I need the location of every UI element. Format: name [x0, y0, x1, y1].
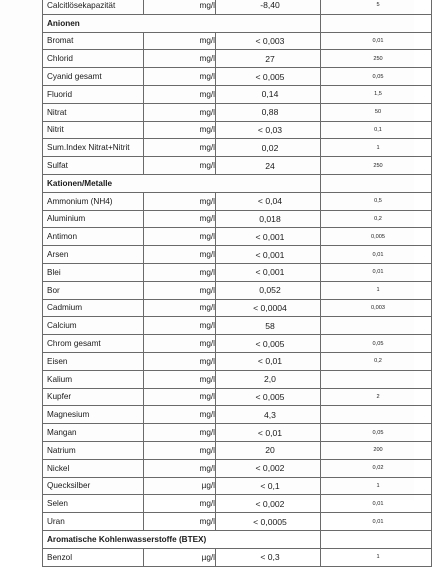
section-title: Aromatische Kohlenwasserstoffe (BTEX) [43, 530, 321, 548]
unit-cell: mg/l [144, 388, 216, 406]
value-cell: 24 [216, 157, 321, 175]
limit-cell: 1 [321, 139, 432, 157]
unit-cell: µg/l [144, 548, 216, 566]
parameter-cell: Sulfat [43, 157, 144, 175]
unit-cell: mg/l [144, 370, 216, 388]
value-cell: 0,052 [216, 281, 321, 299]
unit-cell: mg/l [144, 352, 216, 370]
table-row [43, 352, 432, 370]
section-header-row [43, 530, 432, 548]
parameter-cell: Nickel [43, 459, 144, 477]
table-row [43, 459, 432, 477]
value-cell: < 0,003 [216, 32, 321, 50]
value-cell: < 0,04 [216, 192, 321, 210]
parameter-cell: Eisen [43, 352, 144, 370]
limit-cell: 2 [321, 388, 432, 406]
unit-cell: mg/l [144, 68, 216, 86]
table-row [43, 68, 432, 86]
limit-cell: 0,1 [321, 121, 432, 139]
parameter-cell: Nitrat [43, 103, 144, 121]
value-cell: 0,02 [216, 139, 321, 157]
limit-cell: 250 [321, 50, 432, 68]
unit-cell: mg/l [144, 121, 216, 139]
parameter-cell: Antimon [43, 228, 144, 246]
parameter-cell: Bor [43, 281, 144, 299]
value-cell: < 0,002 [216, 459, 321, 477]
limit-cell: 5 [321, 0, 432, 14]
table-row [43, 317, 432, 335]
value-cell: < 0,0005 [216, 513, 321, 531]
section-title: Kationen/Metalle [43, 174, 321, 192]
unit-cell: mg/l [144, 139, 216, 157]
value-cell: < 0,005 [216, 68, 321, 86]
section-blank-cell [321, 174, 432, 192]
limit-cell: 0,005 [321, 228, 432, 246]
parameter-cell: Quecksilber [43, 477, 144, 495]
value-cell: < 0,001 [216, 263, 321, 281]
limit-cell: 1 [321, 548, 432, 566]
table-row [43, 406, 432, 424]
unit-cell: mg/l [144, 157, 216, 175]
parameter-cell: Cadmium [43, 299, 144, 317]
table-row [43, 192, 432, 210]
unit-cell: mg/l [144, 228, 216, 246]
parameter-cell: Fluorid [43, 85, 144, 103]
parameter-cell: Nitrit [43, 121, 144, 139]
unit-cell: mg/l [144, 0, 216, 14]
parameter-cell: Kalium [43, 370, 144, 388]
parameter-cell: Benzol [43, 548, 144, 566]
section-blank-cell [321, 530, 432, 548]
unit-cell: mg/l [144, 424, 216, 442]
value-cell: < 0,001 [216, 246, 321, 264]
table-row [43, 388, 432, 406]
limit-cell: 0,2 [321, 210, 432, 228]
parameter-cell: Blei [43, 263, 144, 281]
value-cell: < 0,005 [216, 388, 321, 406]
limit-cell: 50 [321, 103, 432, 121]
unit-cell: mg/l [144, 246, 216, 264]
limit-cell: 1 [321, 281, 432, 299]
table-row [43, 513, 432, 531]
limit-cell: 0,2 [321, 352, 432, 370]
parameter-cell: Sum.Index Nitrat+Nitrit [43, 139, 144, 157]
section-title: Anionen [43, 14, 321, 32]
limit-cell: 1 [321, 477, 432, 495]
table-row [43, 335, 432, 353]
limit-cell: 0,05 [321, 68, 432, 86]
value-cell: 0,14 [216, 85, 321, 103]
value-cell: 0,018 [216, 210, 321, 228]
table-row [43, 441, 432, 459]
parameter-cell: Mangan [43, 424, 144, 442]
unit-cell: mg/l [144, 32, 216, 50]
table-row [43, 424, 432, 442]
parameter-cell: Aluminium [43, 210, 144, 228]
parameter-cell: Chrom gesamt [43, 335, 144, 353]
section-header-row [43, 174, 432, 192]
limit-cell: 0,05 [321, 335, 432, 353]
unit-cell: mg/l [144, 299, 216, 317]
parameter-cell: Uran [43, 513, 144, 531]
parameter-cell: Ammonium (NH4) [43, 192, 144, 210]
table-row [43, 103, 432, 121]
table-row [43, 246, 432, 264]
table-row [43, 0, 432, 14]
parameter-cell: Chlorid [43, 50, 144, 68]
value-cell: 4,3 [216, 406, 321, 424]
limit-cell: 0,003 [321, 299, 432, 317]
table-row [43, 263, 432, 281]
limit-cell: 1,5 [321, 85, 432, 103]
value-cell: 58 [216, 317, 321, 335]
table-row [43, 50, 432, 68]
table-row [43, 548, 432, 566]
parameter-cell: Bromat [43, 32, 144, 50]
limit-cell: 0,01 [321, 32, 432, 50]
value-cell: < 0,01 [216, 424, 321, 442]
unit-cell: mg/l [144, 281, 216, 299]
unit-cell: mg/l [144, 495, 216, 513]
parameter-cell: Arsen [43, 246, 144, 264]
value-cell: < 0,03 [216, 121, 321, 139]
value-cell: < 0,002 [216, 495, 321, 513]
section-header-row [43, 14, 432, 32]
table-row [43, 121, 432, 139]
unit-cell: mg/l [144, 210, 216, 228]
table-row [43, 139, 432, 157]
unit-cell: mg/l [144, 192, 216, 210]
unit-cell: mg/l [144, 335, 216, 353]
unit-cell: mg/l [144, 317, 216, 335]
limit-cell [321, 370, 432, 388]
unit-cell: mg/l [144, 103, 216, 121]
parameter-cell: Natrium [43, 441, 144, 459]
limit-cell [321, 317, 432, 335]
limit-cell: 250 [321, 157, 432, 175]
unit-cell: mg/l [144, 459, 216, 477]
limit-cell: 0,01 [321, 495, 432, 513]
table-row [43, 85, 432, 103]
parameter-cell: Selen [43, 495, 144, 513]
table-row [43, 157, 432, 175]
unit-cell: mg/l [144, 263, 216, 281]
value-cell: 2,0 [216, 370, 321, 388]
limit-cell: 0,05 [321, 424, 432, 442]
value-cell: < 0,005 [216, 335, 321, 353]
water-analysis-table [42, 0, 432, 567]
value-cell: < 0,001 [216, 228, 321, 246]
limit-cell: 0,01 [321, 246, 432, 264]
value-cell: 20 [216, 441, 321, 459]
unit-cell: µg/l [144, 477, 216, 495]
unit-cell: mg/l [144, 513, 216, 531]
unit-cell: mg/l [144, 441, 216, 459]
unit-cell: mg/l [144, 406, 216, 424]
value-cell: < 0,3 [216, 548, 321, 566]
parameter-cell: Magnesium [43, 406, 144, 424]
parameter-cell: Cyanid gesamt [43, 68, 144, 86]
value-cell: 0,88 [216, 103, 321, 121]
table-row [43, 281, 432, 299]
limit-cell [321, 406, 432, 424]
table-row [43, 370, 432, 388]
parameter-cell: Calcium [43, 317, 144, 335]
table-body [43, 0, 432, 566]
value-cell: < 0,1 [216, 477, 321, 495]
parameter-cell: Kupfer [43, 388, 144, 406]
table-row [43, 477, 432, 495]
table-row [43, 32, 432, 50]
parameter-cell: Calcitlösekapazität [43, 0, 144, 14]
limit-cell: 0,01 [321, 263, 432, 281]
unit-cell: mg/l [144, 85, 216, 103]
limit-cell: 0,5 [321, 192, 432, 210]
table-row [43, 210, 432, 228]
value-cell: 27 [216, 50, 321, 68]
value-cell: < 0,0004 [216, 299, 321, 317]
table-row [43, 495, 432, 513]
section-blank-cell [321, 14, 432, 32]
limit-cell: 0,01 [321, 513, 432, 531]
limit-cell: 200 [321, 441, 432, 459]
unit-cell: mg/l [144, 50, 216, 68]
table-row [43, 228, 432, 246]
value-cell: < 0,01 [216, 352, 321, 370]
limit-cell: 0,02 [321, 459, 432, 477]
table-row [43, 299, 432, 317]
value-cell: -8,40 [216, 0, 321, 14]
